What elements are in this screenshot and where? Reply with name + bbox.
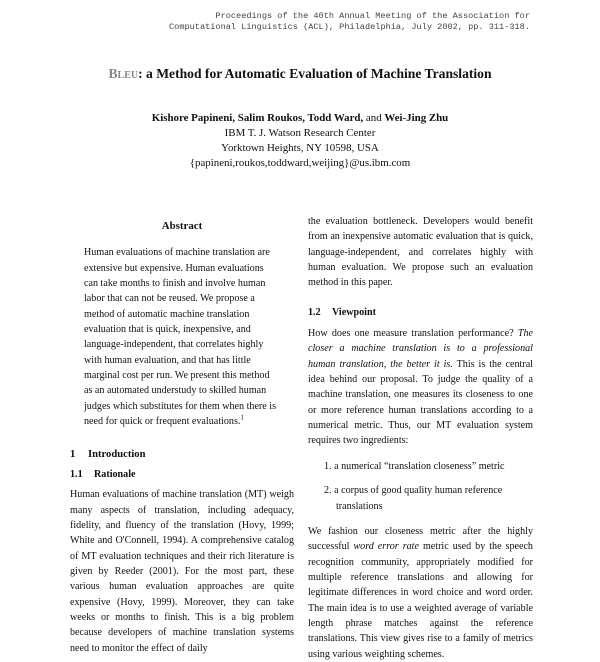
right-column [308, 214, 533, 662]
paper-title [0, 66, 600, 82]
abstract-text: Human evaluations of machine translation are extensive but expensive. Human evaluations can take months to finish and involve human labor that can not be reused. We propose a method of automatic machine translation evaluation that is quick, inexpensive, and language-independent, that correlates highly with human evaluation, and that has little marginal cost per run. We present this method as an automated understudy to skilled human judges which substitutes for them when there is need for quick or frequent evaluations.$^1$ [84, 247, 277, 428]
list-item: 1. a numerical “translation closeness” metric [324, 460, 505, 472]
author-last: Wei-Jing Zhu [384, 112, 449, 124]
title-acronym: Bleu [108, 66, 139, 81]
footnote-mark: 1 [240, 413, 244, 422]
section-introduction: 1 Introduction [70, 449, 146, 461]
address: Yorktown Heights, NY 10598, USA [221, 142, 379, 154]
intro-paragraph: Human evaluations of machine translation (MT) weigh many aspects of translation, including adequacy, fidelity, and fluency of the translation (Hovy, 1999; White and O'Connell, 1994). A comprehensive catalog of MT evaluation techniques and their rich literature is given by Reeder (2001). For the most part, these various human evaluation approaches are quite expensive (Hovy, 1999). Moreover, they can take weeks or months to finish. This is a big problem because developers of machine translation systems need to monitor the effect of daily [70, 489, 294, 654]
title-rest: : a Method for Automatic Evaluation of Machine Translation [138, 66, 492, 81]
bottleneck-paragraph: the evaluation bottleneck. Developers would benefit from an inexpensive automatic evaluation that is quick, language-independent, and correlates highly with human evaluation. We propose such an evaluation method in this paper. [308, 216, 533, 289]
wer-term: word error rate [353, 541, 419, 553]
abstract-heading: Abstract [161, 220, 203, 232]
central-idea-text: The closer a machine translation is to a professional human translation, the better it is. [308, 328, 534, 370]
header-line-1: Proceedings of the 40th Annual Meeting of the Association for [215, 11, 530, 21]
list-item: 2. a corpus of good quality human reference translations [324, 485, 503, 512]
author-block [0, 111, 600, 171]
affiliation: IBM T. J. Watson Research Center [224, 127, 376, 139]
viewpoint-paragraph: How does one measure translation performance? The closer a machine translation is to a professional human translation, the better it is. This is the central idea behind our proposal. To judge the quality of a machine translation, one measures its closeness to one or more reference human translations according to a numerical metric. Thus, our MT evaluation system requires two ingredients: [308, 328, 534, 447]
author-and: and [365, 112, 382, 124]
left-column [70, 214, 294, 656]
author-names: Kishore Papineni, Salim Roukos, Todd Ward, [151, 112, 364, 124]
metric-paragraph: We fashion our closeness metric after the highly successful word error rate metric used by the speech recognition community, appropriately modified for multiple reference translations and allowing for legitimate differences in word choice and word order. The main idea is to use a weighted average of variable length phrase matches against the reference translations. This view gives rise to a family of metrics using various weighting schemes. [308, 525, 533, 660]
email: {papineni,roukos,toddward,weijing}@us.ibm.com [189, 157, 411, 169]
subsection-viewpoint: 1.2 Viewpoint [308, 306, 376, 318]
header-line-2: Computational Linguistics (ACL), Philadelphia, July 2002, pp. 311-318. [169, 22, 530, 32]
ingredients-list [308, 459, 533, 514]
proceedings-header [130, 11, 530, 33]
subsection-rationale: 1.1 Rationale [70, 468, 136, 480]
